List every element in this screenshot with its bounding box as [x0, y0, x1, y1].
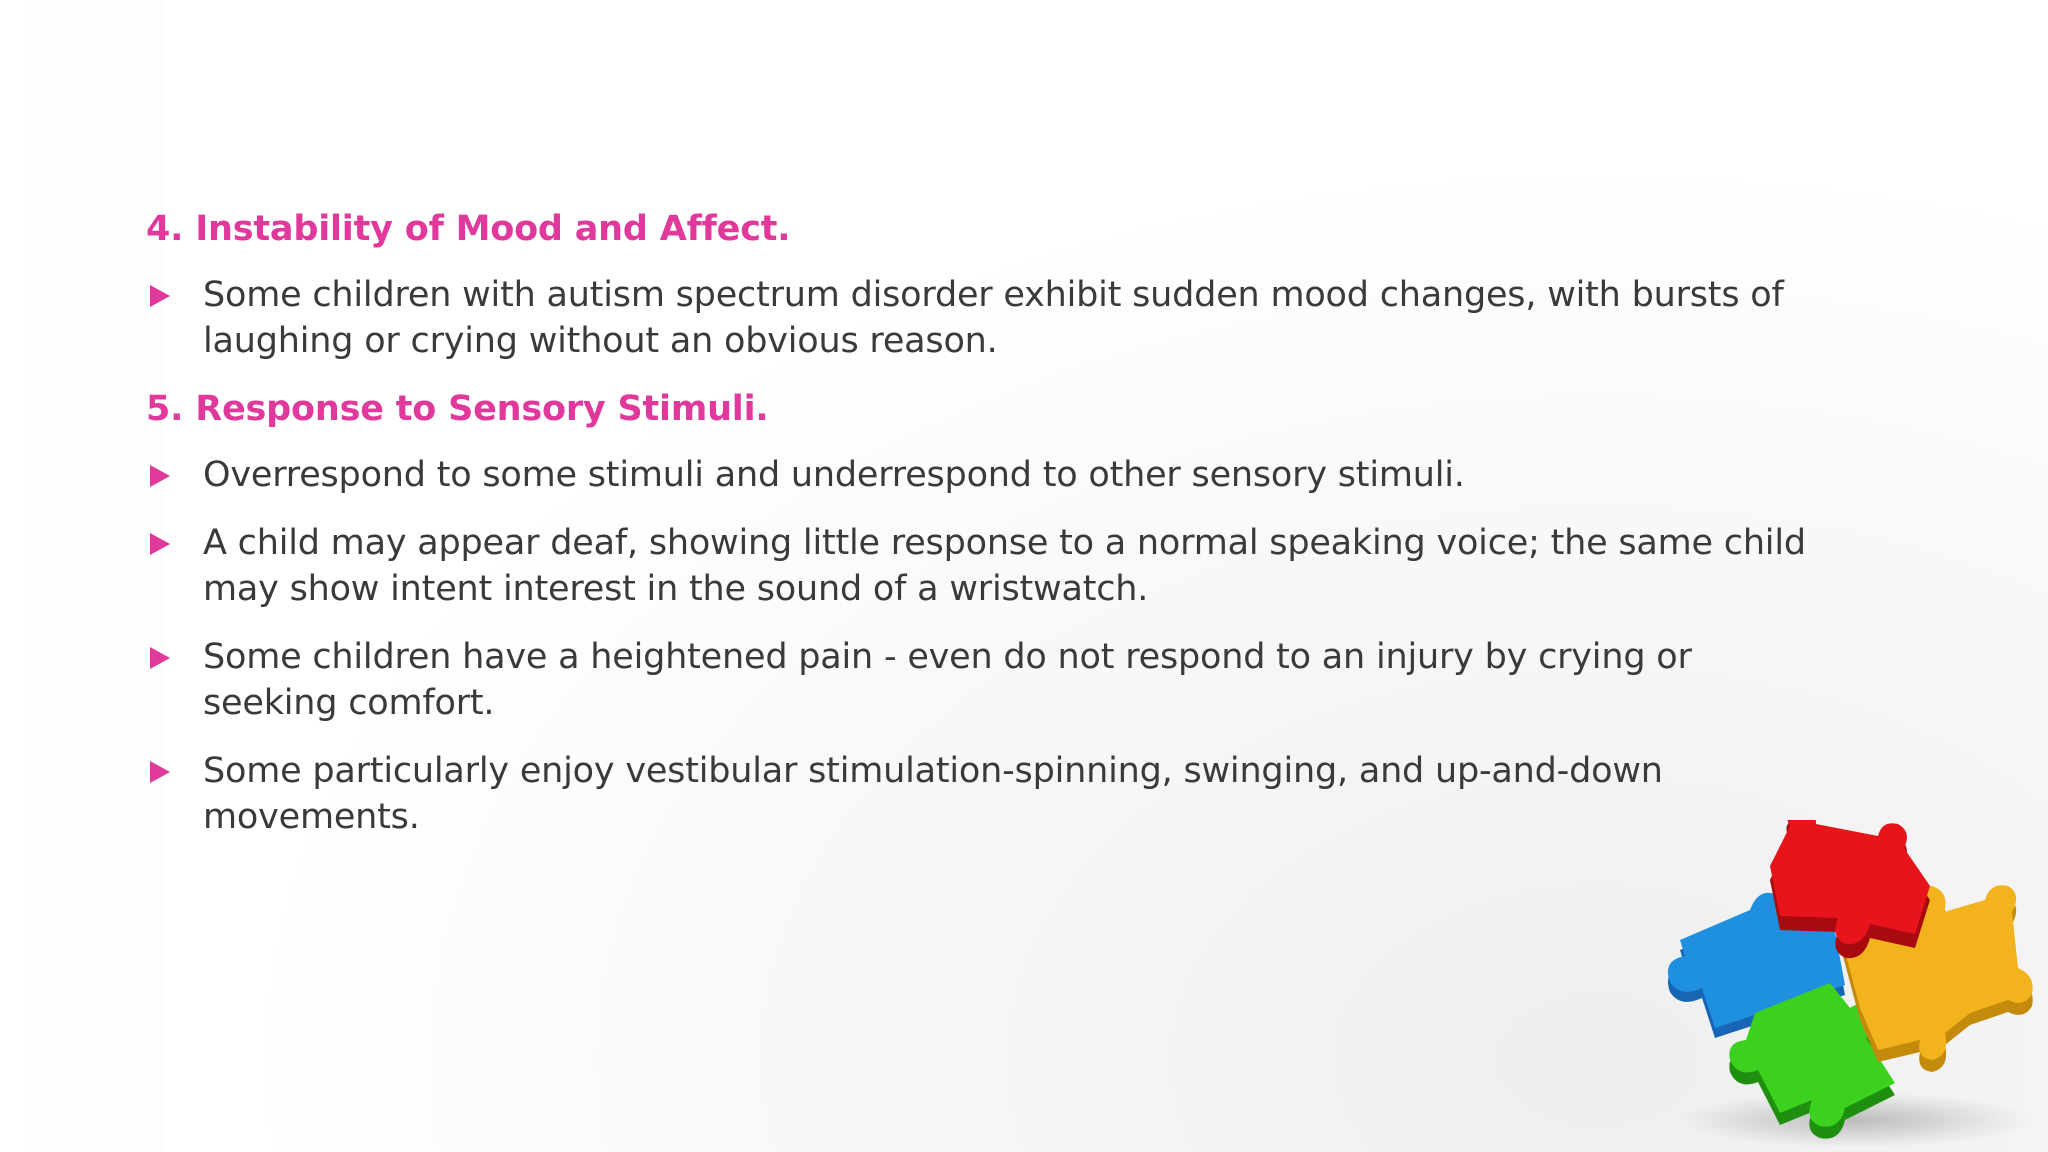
bullet-vestibular — [146, 748, 1826, 840]
triangle-right-icon — [150, 285, 170, 307]
bullet-text: A child may appear deaf, showing little response to a normal speaking voice; the same child may show intent interest in the sound of a wristwatch. — [203, 523, 1806, 609]
section-heading-sensory: 5. Response to Sensory Stimuli. — [146, 389, 769, 429]
bullet-text: Overrespond to some stimuli and underrespond to other sensory stimuli. — [203, 455, 1465, 495]
bullet-text: Some children have a heightened pain - even do not respond to an injury by crying or seeking comfort. — [203, 637, 1692, 723]
bullet-text: Some children with autism spectrum disorder exhibit sudden mood changes, with bursts of laughing or crying without an obvious reason. — [203, 275, 1784, 361]
puzzle-pieces-icon — [1640, 820, 2040, 1150]
bullet-heightened-pain — [146, 634, 1826, 726]
bullet-mood-changes — [146, 272, 1826, 364]
triangle-right-icon — [150, 761, 170, 783]
left-shade — [0, 0, 165, 1152]
triangle-right-icon — [150, 465, 170, 487]
section-heading-mood: 4. Instability of Mood and Affect. — [146, 209, 791, 249]
bullet-appear-deaf — [146, 520, 1826, 612]
slide-content — [146, 206, 1826, 862]
triangle-right-icon — [150, 533, 170, 555]
bullet-text: Some particularly enjoy vestibular stimulation-spinning, swinging, and up-and-down movements. — [203, 751, 1663, 837]
triangle-right-icon — [150, 647, 170, 669]
bullet-overrespond — [146, 452, 1826, 498]
